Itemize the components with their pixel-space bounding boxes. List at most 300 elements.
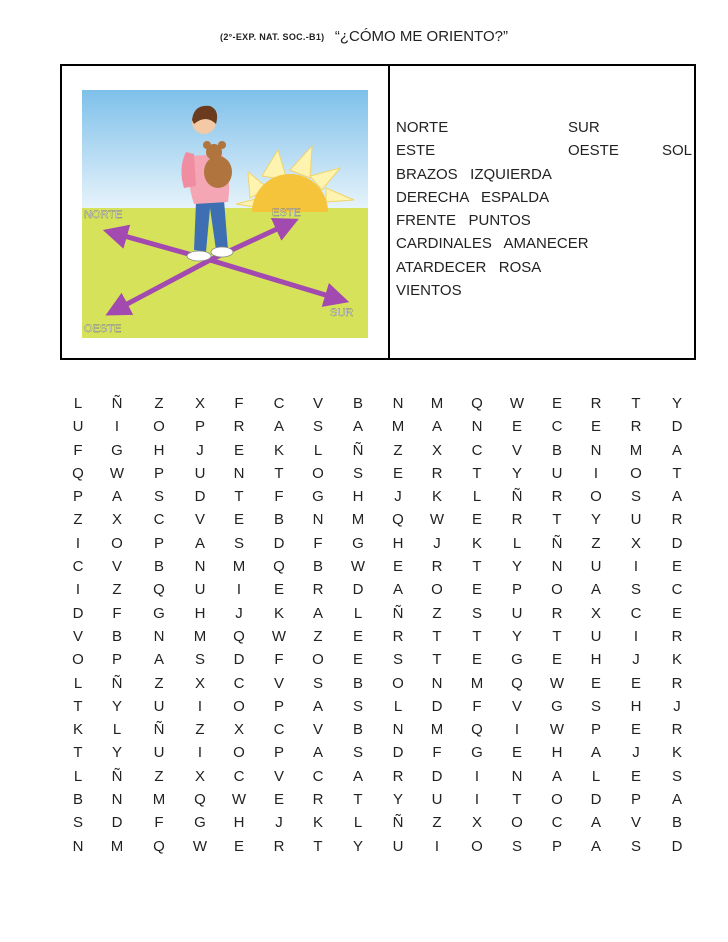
grid-letter: B: [551, 441, 562, 459]
grid-letter: Ñ: [352, 441, 364, 459]
grid-letter: P: [273, 744, 284, 762]
grid-letter: I: [434, 837, 440, 855]
grid-letter: E: [511, 418, 522, 436]
grid-letter: Y: [511, 627, 522, 645]
grid-letter: I: [75, 534, 81, 552]
grid-letter: S: [233, 534, 244, 552]
grid-letter: P: [273, 697, 284, 715]
grid-letter: W: [350, 558, 366, 576]
grid-letter: G: [471, 744, 483, 762]
grid-letter: I: [197, 744, 203, 762]
grid-letter: T: [234, 488, 244, 506]
grid-letter: E: [590, 674, 601, 692]
grid-letter: O: [72, 651, 84, 669]
grid-row: [60, 602, 700, 625]
grid-letter: W: [192, 837, 208, 855]
grid-letter: R: [431, 558, 443, 576]
grid-letter: I: [197, 697, 203, 715]
grid-letter: Z: [313, 627, 323, 645]
grid-letter: V: [273, 674, 284, 692]
grid-letter: B: [153, 558, 164, 576]
grid-letter: K: [312, 814, 323, 832]
grid-letter: F: [432, 744, 442, 762]
grid-letter: V: [630, 814, 641, 832]
grid-letter: O: [630, 464, 642, 482]
grid-letter: D: [233, 651, 245, 669]
grid-letter: Y: [671, 395, 682, 412]
grid-letter: E: [273, 581, 284, 599]
grid-letter: K: [72, 721, 83, 739]
grid-letter: O: [111, 534, 123, 552]
grid-letter: E: [590, 418, 601, 436]
grid-letter: A: [590, 581, 601, 599]
grid-row: [60, 765, 700, 788]
grid-row: [60, 415, 700, 438]
grid-letter: T: [73, 744, 83, 762]
grid-letter: S: [352, 464, 363, 482]
grid-letter: R: [392, 627, 404, 645]
grid-letter: R: [233, 418, 245, 436]
word-row: DERECHA ESPALDA: [396, 188, 550, 206]
grid-letter: T: [73, 697, 83, 715]
grid-letter: P: [511, 581, 522, 599]
grid-letter: A: [392, 581, 403, 599]
grid-letter: K: [671, 651, 682, 669]
grid-row: [60, 835, 700, 858]
grid-letter: J: [632, 744, 640, 762]
grid-letter: O: [392, 674, 404, 692]
subject-code: (2°-EXP. NAT. SOC.-B1): [220, 31, 325, 42]
grid-letter: X: [590, 604, 601, 622]
grid-letter: Q: [72, 464, 84, 482]
grid-letter: E: [233, 837, 244, 855]
grid-letter: R: [630, 418, 642, 436]
grid-letter: G: [194, 814, 206, 832]
grid-row: [60, 578, 700, 601]
grid-letter: R: [312, 791, 324, 809]
grid-letter: F: [472, 697, 482, 715]
grid-letter: L: [73, 767, 83, 785]
grid-letter: Q: [233, 627, 245, 645]
grid-letter: V: [312, 721, 323, 739]
grid-letter: Y: [590, 511, 601, 529]
grid-letter: L: [112, 721, 122, 739]
grid-letter: O: [431, 581, 443, 599]
grid-letter: D: [352, 581, 364, 599]
grid-letter: I: [236, 581, 242, 599]
grid-letter: D: [671, 418, 683, 436]
grid-letter: P: [630, 791, 641, 809]
grid-letter: N: [72, 837, 84, 855]
grid-letter: M: [629, 441, 643, 459]
grid-letter: W: [109, 464, 125, 482]
grid-letter: B: [312, 558, 323, 576]
grid-letter: S: [630, 488, 641, 506]
word-search-grid: [60, 392, 700, 858]
grid-letter: Y: [111, 697, 122, 715]
grid-letter: L: [393, 697, 403, 715]
grid-letter: O: [312, 651, 324, 669]
grid-row: [60, 788, 700, 811]
grid-letter: S: [630, 837, 641, 855]
grid-letter: N: [590, 441, 602, 459]
grid-letter: C: [551, 418, 563, 436]
grid-letter: S: [630, 581, 641, 599]
grid-letter: Z: [432, 814, 442, 832]
grid-letter: N: [471, 418, 483, 436]
grid-letter: M: [430, 721, 444, 739]
grid-letter: J: [632, 651, 640, 669]
grid-letter: J: [433, 534, 441, 552]
grid-letter: U: [590, 627, 602, 645]
grid-letter: V: [511, 441, 522, 459]
grid-letter: O: [590, 488, 602, 506]
grid-letter: O: [233, 697, 245, 715]
grid-letter: S: [392, 651, 403, 669]
grid-letter: F: [234, 395, 244, 412]
grid-letter: L: [591, 767, 601, 785]
grid-letter: N: [392, 721, 404, 739]
grid-letter: C: [273, 395, 285, 412]
grid-letter: Q: [471, 395, 483, 412]
grid-letter: L: [353, 604, 363, 622]
grid-letter: P: [111, 651, 122, 669]
label-west: OESTE: [84, 323, 122, 335]
grid-letter: E: [630, 721, 641, 739]
grid-letter: G: [551, 697, 563, 715]
grid-letter: D: [671, 534, 683, 552]
grid-letter: W: [231, 791, 247, 809]
grid-row: [60, 392, 700, 415]
grid-letter: I: [114, 418, 120, 436]
grid-letter: N: [111, 791, 123, 809]
grid-letter: W: [429, 511, 445, 529]
grid-row: [60, 532, 700, 555]
grid-letter: G: [312, 488, 324, 506]
grid-letter: G: [511, 651, 523, 669]
grid-letter: Q: [153, 837, 165, 855]
grid-letter: S: [511, 837, 522, 855]
grid-letter: P: [194, 418, 205, 436]
grid-letter: H: [630, 697, 642, 715]
grid-letter: W: [549, 721, 565, 739]
grid-letter: Q: [273, 558, 285, 576]
grid-letter: R: [511, 511, 523, 529]
grid-letter: D: [72, 604, 84, 622]
word-row: VIENTOS: [396, 282, 462, 300]
grid-letter: E: [352, 651, 363, 669]
grid-letter: S: [194, 651, 205, 669]
grid-letter: X: [111, 511, 122, 529]
grid-letter: R: [551, 604, 563, 622]
grid-letter: N: [312, 511, 324, 529]
grid-letter: F: [313, 534, 323, 552]
grid-letter: Z: [591, 534, 601, 552]
grid-letter: C: [153, 511, 165, 529]
grid-letter: L: [512, 534, 522, 552]
grid-letter: I: [474, 767, 480, 785]
grid-letter: Z: [393, 441, 403, 459]
grid-letter: Q: [511, 674, 523, 692]
grid-letter: D: [392, 744, 404, 762]
grid-letter: C: [551, 814, 563, 832]
grid-letter: N: [551, 558, 563, 576]
grid-letter: D: [431, 767, 443, 785]
grid-letter: E: [471, 651, 482, 669]
cardinal-points-illustration: [82, 90, 368, 338]
grid-letter: E: [551, 395, 562, 412]
grid-letter: M: [351, 511, 365, 529]
panel-divider: [388, 66, 390, 358]
grid-letter: A: [431, 418, 442, 436]
grid-letter: N: [153, 627, 165, 645]
grid-letter: S: [352, 744, 363, 762]
grid-letter: S: [72, 814, 83, 832]
grid-letter: R: [392, 767, 404, 785]
grid-letter: U: [630, 511, 642, 529]
grid-letter: V: [194, 511, 205, 529]
grid-letter: A: [194, 534, 205, 552]
grid-letter: B: [671, 814, 682, 832]
grid-row: [60, 555, 700, 578]
grid-letter: Ñ: [111, 395, 123, 412]
grid-letter: A: [312, 744, 323, 762]
grid-letter: Ñ: [511, 488, 523, 506]
grid-letter: E: [352, 627, 363, 645]
grid-letter: Z: [112, 581, 122, 599]
grid-letter: I: [75, 581, 81, 599]
grid-letter: K: [671, 744, 682, 762]
grid-letter: M: [470, 674, 484, 692]
grid-letter: M: [391, 418, 405, 436]
grid-letter: J: [275, 814, 283, 832]
grid-letter: O: [312, 464, 324, 482]
grid-letter: A: [312, 697, 323, 715]
grid-letter: H: [194, 604, 206, 622]
grid-letter: I: [514, 721, 520, 739]
grid-letter: A: [590, 837, 601, 855]
grid-letter: N: [194, 558, 206, 576]
grid-letter: R: [551, 488, 563, 506]
grid-letter: A: [590, 814, 601, 832]
grid-letter: U: [194, 464, 206, 482]
grid-letter: A: [153, 651, 164, 669]
label-north: NORTE: [84, 209, 123, 221]
grid-letter: D: [671, 837, 683, 855]
grid-letter: Y: [511, 464, 522, 482]
word-row: FRENTE PUNTOS: [396, 212, 531, 230]
grid-letter: A: [671, 488, 682, 506]
grid-letter: W: [509, 395, 525, 412]
grid-letter: D: [590, 791, 602, 809]
grid-letter: U: [431, 791, 443, 809]
grid-letter: V: [273, 767, 284, 785]
grid-letter: H: [153, 441, 165, 459]
grid-letter: R: [671, 627, 683, 645]
grid-letter: K: [273, 604, 284, 622]
grid-letter: A: [671, 791, 682, 809]
grid-letter: A: [590, 744, 601, 762]
word-row: BRAZOS IZQUIERDA: [396, 165, 552, 183]
grid-letter: F: [73, 441, 83, 459]
grid-letter: M: [152, 791, 166, 809]
grid-letter: Q: [392, 511, 404, 529]
grid-letter: B: [352, 674, 363, 692]
grid-letter: R: [671, 674, 683, 692]
grid-row: [60, 439, 700, 462]
grid-letter: L: [313, 441, 323, 459]
grid-row: [60, 625, 700, 648]
grid-letter: U: [194, 581, 206, 599]
grid-letter: Ñ: [153, 721, 165, 739]
grid-letter: O: [551, 791, 563, 809]
grid-row: [60, 462, 700, 485]
grid-letter: P: [72, 488, 83, 506]
grid-letter: M: [193, 627, 207, 645]
word-list: [396, 116, 696, 302]
label-east: ESTE: [272, 207, 301, 219]
grid-letter: H: [590, 651, 602, 669]
grid-letter: S: [352, 697, 363, 715]
grid-letter: S: [471, 604, 482, 622]
grid-letter: J: [235, 604, 243, 622]
grid-letter: E: [630, 767, 641, 785]
grid-letter: M: [110, 837, 124, 855]
grid-letter: Ñ: [392, 814, 404, 832]
grid-letter: B: [273, 511, 284, 529]
word-row: ESTE OESTE SOL: [396, 142, 693, 160]
grid-letter: Z: [73, 511, 83, 529]
grid-letter: D: [111, 814, 123, 832]
grid-letter: R: [312, 581, 324, 599]
grid-letter: U: [153, 697, 165, 715]
grid-letter: P: [551, 837, 562, 855]
grid-letter: X: [194, 395, 205, 412]
grid-letter: V: [111, 558, 122, 576]
grid-letter: S: [671, 767, 682, 785]
grid-letter: D: [194, 488, 206, 506]
grid-letter: T: [353, 791, 363, 809]
grid-letter: B: [352, 721, 363, 739]
grid-row: [60, 648, 700, 671]
grid-letter: W: [271, 627, 287, 645]
grid-letter: N: [511, 767, 523, 785]
grid-letter: E: [630, 674, 641, 692]
grid-letter: F: [154, 814, 164, 832]
grid-letter: J: [673, 697, 681, 715]
grid-letter: E: [471, 581, 482, 599]
grid-letter: M: [430, 395, 444, 412]
grid-letter: K: [471, 534, 482, 552]
grid-letter: A: [312, 604, 323, 622]
grid-letter: J: [394, 488, 402, 506]
grid-letter: R: [431, 464, 443, 482]
grid-letter: C: [471, 441, 483, 459]
grid-letter: S: [590, 697, 601, 715]
grid-letter: L: [73, 395, 83, 412]
grid-letter: T: [472, 464, 482, 482]
grid-letter: B: [72, 791, 83, 809]
label-south: SUR: [330, 307, 354, 319]
grid-letter: F: [274, 488, 284, 506]
grid-letter: P: [590, 721, 601, 739]
grid-letter: X: [630, 534, 641, 552]
grid-letter: U: [551, 464, 563, 482]
word-row: CARDINALES AMANECER: [396, 235, 589, 253]
grid-letter: E: [551, 651, 562, 669]
grid-letter: E: [671, 558, 682, 576]
grid-letter: Q: [153, 581, 165, 599]
page-title: “¿CÓMO ME ORIENTO?”: [334, 28, 508, 46]
grid-letter: E: [511, 744, 522, 762]
grid-letter: A: [551, 767, 562, 785]
grid-letter: Y: [111, 744, 122, 762]
grid-letter: A: [111, 488, 122, 506]
grid-letter: W: [549, 674, 565, 692]
word-row: NORTE SUR: [396, 119, 600, 136]
grid-letter: N: [431, 674, 443, 692]
grid-row: [60, 485, 700, 508]
grid-letter: F: [112, 604, 122, 622]
grid-letter: H: [551, 744, 563, 762]
grid-row: [60, 718, 700, 741]
grid-letter: X: [431, 441, 442, 459]
grid-letter: O: [471, 837, 483, 855]
grid-letter: U: [590, 558, 602, 576]
grid-letter: Ñ: [111, 767, 123, 785]
grid-letter: X: [471, 814, 482, 832]
grid-letter: J: [196, 441, 204, 459]
grid-letter: E: [671, 604, 682, 622]
grid-letter: C: [273, 721, 285, 739]
grid-letter: A: [352, 418, 363, 436]
grid-letter: L: [472, 488, 482, 506]
grid-letter: G: [153, 604, 165, 622]
grid-letter: T: [274, 464, 284, 482]
grid-row: [60, 672, 700, 695]
grid-letter: X: [194, 674, 205, 692]
grid-letter: T: [552, 627, 562, 645]
grid-row: [60, 695, 700, 718]
grid-letter: A: [273, 418, 284, 436]
grid-letter: Z: [432, 604, 442, 622]
grid-letter: E: [392, 464, 403, 482]
grid-letter: I: [593, 464, 599, 482]
grid-letter: Ñ: [111, 674, 123, 692]
grid-letter: H: [352, 488, 364, 506]
grid-letter: Z: [154, 767, 164, 785]
grid-letter: T: [672, 464, 682, 482]
grid-letter: V: [72, 627, 83, 645]
grid-letter: Y: [392, 791, 403, 809]
grid-letter: O: [511, 814, 523, 832]
grid-letter: V: [312, 395, 323, 412]
grid-letter: G: [111, 441, 123, 459]
grid-letter: T: [472, 627, 482, 645]
grid-letter: U: [72, 418, 84, 436]
grid-letter: E: [233, 441, 244, 459]
grid-letter: Ñ: [392, 604, 404, 622]
grid-letter: K: [273, 441, 284, 459]
grid-letter: A: [352, 767, 363, 785]
worksheet-header: [0, 28, 728, 46]
grid-letter: R: [671, 511, 683, 529]
grid-letter: L: [73, 674, 83, 692]
grid-letter: C: [233, 767, 245, 785]
grid-letter: P: [153, 534, 164, 552]
grid-letter: M: [232, 558, 246, 576]
grid-letter: C: [233, 674, 245, 692]
